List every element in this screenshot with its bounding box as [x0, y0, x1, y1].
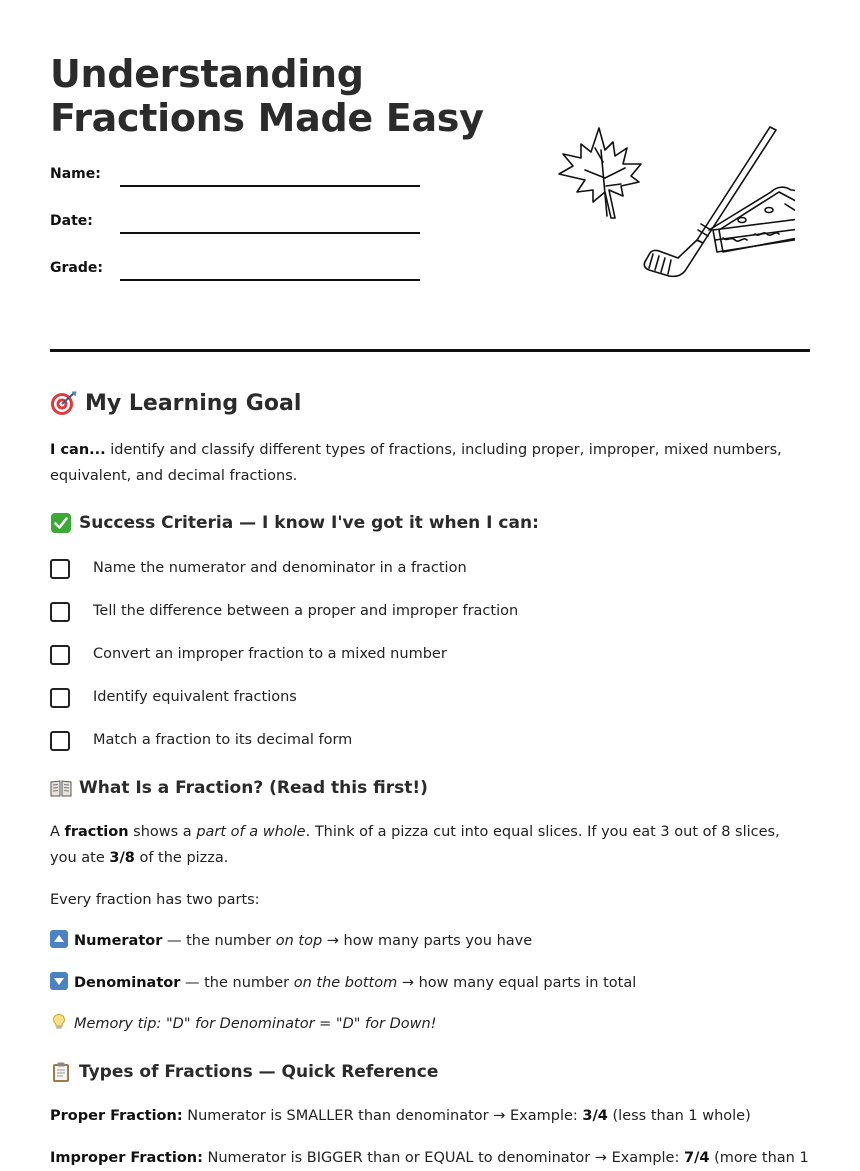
open-book-icon [50, 778, 72, 798]
learning-goal-lead: I can... [50, 442, 106, 458]
criteria-item-3: Convert an improper fraction to a mixed number [93, 646, 447, 662]
title-line-2: Fractions Made Easy [50, 96, 484, 140]
numerator-line [50, 928, 810, 954]
def-text-3: . Think of a pizza cut into equal slices. If you eat 3 out of 8 slices, you ate [50, 824, 780, 866]
criteria-checkbox-5[interactable] [50, 731, 70, 751]
numerator-text-1: — the number [162, 933, 276, 949]
improper-fraction-tail: (more than 1 [709, 1150, 809, 1166]
denominator-italic: on the bottom [293, 975, 398, 991]
types-heading-text: Types of Fractions — Quick Reference [79, 1062, 439, 1082]
success-criteria-heading [50, 512, 539, 534]
denominator-label: Denominator [74, 975, 181, 991]
two-parts-text: Every fraction has two parts: [50, 892, 260, 908]
memory-tip-line [50, 1011, 810, 1037]
canada-illustration [555, 118, 795, 288]
grade-input-line[interactable] [120, 279, 420, 281]
proper-fraction-text: Numerator is SMALLER than denominator → Example: [182, 1108, 583, 1124]
date-label: Date: [50, 213, 93, 229]
proper-fraction-tail: (less than 1 whole) [607, 1108, 751, 1124]
denominator-line [50, 970, 810, 996]
page-title [50, 52, 484, 140]
date-field [50, 213, 430, 243]
numerator-italic: on top [275, 933, 323, 949]
learning-goal-heading [50, 390, 301, 416]
what-is-fraction-heading-text: What Is a Fraction? (Read this first!) [79, 778, 428, 798]
maple-leaf-icon [559, 128, 641, 218]
header-divider [50, 349, 810, 352]
def-italic-part: part of a whole [196, 824, 306, 840]
success-criteria-heading-text: Success Criteria — I know I've got it when I can: [79, 513, 539, 533]
down-arrow-icon [50, 972, 68, 990]
name-field [50, 166, 430, 196]
date-input-line[interactable] [120, 232, 420, 234]
proper-fraction-example: 3/4 [582, 1108, 608, 1124]
improper-fraction-line [50, 1145, 810, 1171]
numerator-text-2: → how many parts you have [322, 933, 533, 949]
def-bold-example: 3/8 [109, 850, 135, 866]
def-text-1: A [50, 824, 65, 840]
learning-goal-heading-text: My Learning Goal [85, 390, 302, 416]
denominator-text-1: — the number [180, 975, 294, 991]
grade-field [50, 260, 430, 290]
criteria-checkbox-2[interactable] [50, 602, 70, 622]
numerator-label: Numerator [74, 933, 163, 949]
grade-label: Grade: [50, 260, 103, 276]
def-text-4: of the pizza. [134, 850, 229, 866]
title-line-1: Understanding [50, 52, 364, 96]
criteria-checkbox-4[interactable] [50, 688, 70, 708]
proper-fraction-line [50, 1103, 810, 1129]
criteria-item-4: Identify equivalent fractions [93, 689, 297, 705]
target-icon [50, 390, 78, 416]
learning-goal-body: identify and classify different types of fractions, including proper, improper, mixed numbers, equivalent, and decimal fractions. [50, 442, 782, 484]
light-bulb-icon [50, 1013, 68, 1031]
green-check-icon [50, 512, 72, 534]
up-arrow-icon [50, 930, 68, 948]
criteria-checkbox-3[interactable] [50, 645, 70, 665]
what-is-fraction-heading [50, 778, 428, 798]
criteria-item-5: Match a fraction to its decimal form [93, 732, 353, 748]
memory-tip-text: Memory tip: "D" for Denominator = "D" for Down! [74, 1016, 437, 1032]
improper-fraction-text: Numerator is BIGGER than or EQUAL to denominator → Example: [202, 1150, 684, 1166]
def-bold-fraction: fraction [64, 824, 129, 840]
name-input-line[interactable] [120, 185, 420, 187]
clipboard-icon [50, 1061, 72, 1083]
pie-slice-icon [709, 187, 795, 252]
learning-goal-text [50, 437, 810, 489]
name-label: Name: [50, 166, 101, 182]
denominator-text-2: → how many equal parts in total [397, 975, 637, 991]
fraction-definition-text [50, 819, 810, 871]
improper-fraction-example: 7/4 [683, 1150, 710, 1166]
criteria-checkbox-1[interactable] [50, 559, 70, 579]
proper-fraction-label: Proper Fraction: [50, 1108, 183, 1124]
criteria-item-1: Name the numerator and denominator in a fraction [93, 560, 467, 576]
improper-fraction-label: Improper Fraction: [50, 1150, 203, 1166]
def-text-2: shows a [128, 824, 197, 840]
criteria-item-2: Tell the difference between a proper and improper fraction [93, 603, 519, 619]
types-heading [50, 1061, 438, 1083]
